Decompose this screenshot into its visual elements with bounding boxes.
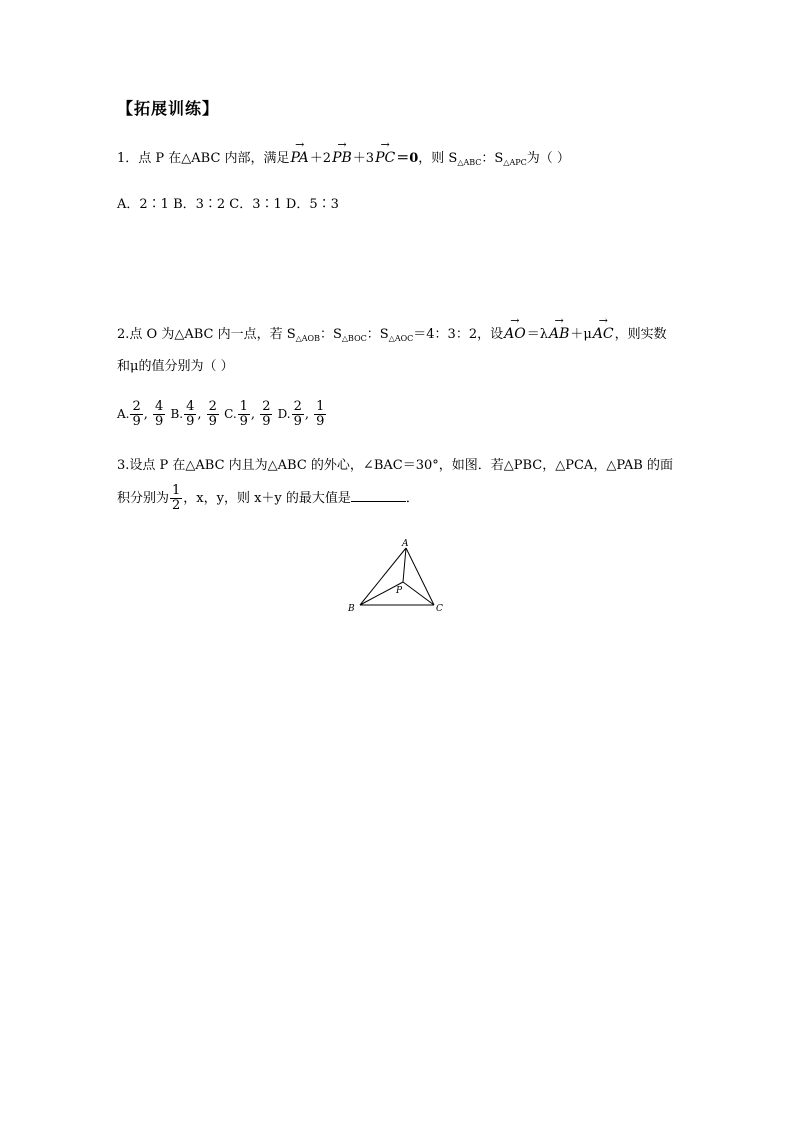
q3-end: ． [405,491,419,506]
q1-eq-zero: ＝0 [396,151,419,166]
q1-sub-apc: △APC [503,158,527,167]
answer-blank [351,487,406,502]
q1-plus2: ＋2 [309,151,332,166]
q1-mid: ，则 S [418,151,458,166]
vertex-label-p: P [396,586,403,596]
vector-pb: → PB [331,148,353,168]
q2-option-c-frac1 [238,400,250,429]
question-2-stem [117,324,667,349]
vector-ac: → AC [592,324,615,344]
question-2-line2: 和μ的值分别为（ ） [117,359,234,374]
frac-num: 2 [262,399,271,414]
frac-den: 9 [262,414,271,429]
q2-colon1: ：S [320,327,342,342]
vector-ao: → AO [503,324,527,344]
q2-suffix: ，则实数 [614,327,667,342]
edge-ac [406,548,434,605]
frac-num: 1 [172,483,181,498]
q2-option-b-frac2 [207,400,219,429]
q2-sub-aoc: △AOC [388,334,414,343]
frac-den: 9 [208,414,217,429]
vector-ab: → AB [548,324,570,344]
frac-num: 4 [155,399,164,414]
vertex-label-a: A [402,539,409,549]
q2-plus-mu: ＋μ [570,327,592,342]
q2-option-a-frac2 [153,400,165,429]
segment-pa [403,548,406,582]
question-1-stem [117,148,570,173]
vector-pa: → PA [290,148,310,168]
frac-num: 1 [316,399,325,414]
frac-num: 2 [293,399,302,414]
q1-suffix: 为（ ） [526,151,570,166]
edge-ab [360,548,406,605]
q1-sub-abc: △ABC [457,158,482,167]
vertex-label-c: C [436,604,443,614]
q2-colon2: ：S [366,327,389,342]
q2-option-b-label: B. [170,407,184,421]
vector-pc: → PC [374,148,396,168]
frac-den: 9 [155,414,164,429]
vertex-label-b: B [348,604,355,614]
frac-num: 2 [132,399,141,414]
q1-prefix: 1．点 P 在△ABC 内部，满足 [117,151,290,166]
question-2-options: A. $\frac{2}{9}$ , $\frac{4}{9}$ B. $\frac{4}{9}$ , $\frac{2}{9}$ C. $\frac{1}{9}$ , $\frac{2}{9}$ D. $\frac{2}{9}$ , $\frac{1}{9}$ [117,399,325,429]
frac-num: 4 [186,399,195,414]
q2-option-c-label: C. [224,407,237,421]
question-3-line1: 3.设点 P 在△ABC 内且为△ABC 的外心，∠BAC＝30°，如图．若△PBC，△PCA，△PAB 的面 [117,458,673,473]
q2-option-a-label: A. [117,407,130,421]
frac-den: 9 [239,414,248,429]
q3-frac-half [170,484,182,513]
q3-suffix: ，x，y，则 x＋y 的最大值是 [183,491,351,506]
q1-plus3: ＋3 [352,151,375,166]
q2-option-a-frac1 [130,400,142,429]
frac-den: 9 [316,414,325,429]
frac-den: 2 [172,498,181,513]
q2-option-d-frac2 [314,400,326,429]
frac-den: 9 [293,414,302,429]
q2-eq-lambda: ＝λ [526,327,548,342]
q2-option-d-label: D. [277,407,291,421]
q2-sub-boc: △BOC [341,334,367,343]
frac-num: 1 [239,399,248,414]
frac-den: 9 [186,414,195,429]
triangle-diagram [340,536,450,616]
q2-option-c-frac2 [260,400,272,429]
q2-ratio: ＝4：3：2，设 [413,327,504,342]
q2-option-b-frac1 [184,400,196,429]
q3-prefix: 积分别为 [117,491,170,506]
q1-colon: ：S [481,151,504,166]
segment-pc [403,582,434,605]
q2-prefix: 2.点 O 为△ABC 内一点，若 S [117,327,296,342]
q2-option-d-frac1 [292,400,304,429]
section-title: 【拓展训练】 [117,99,220,118]
q2-sub-aob: △AOB [295,334,320,343]
question-3-line2 [117,484,419,513]
question-1-options: A．2∶1 B．3∶2 C．3∶1 D．5∶3 [117,197,339,212]
frac-den: 9 [132,414,141,429]
frac-num: 2 [208,399,217,414]
